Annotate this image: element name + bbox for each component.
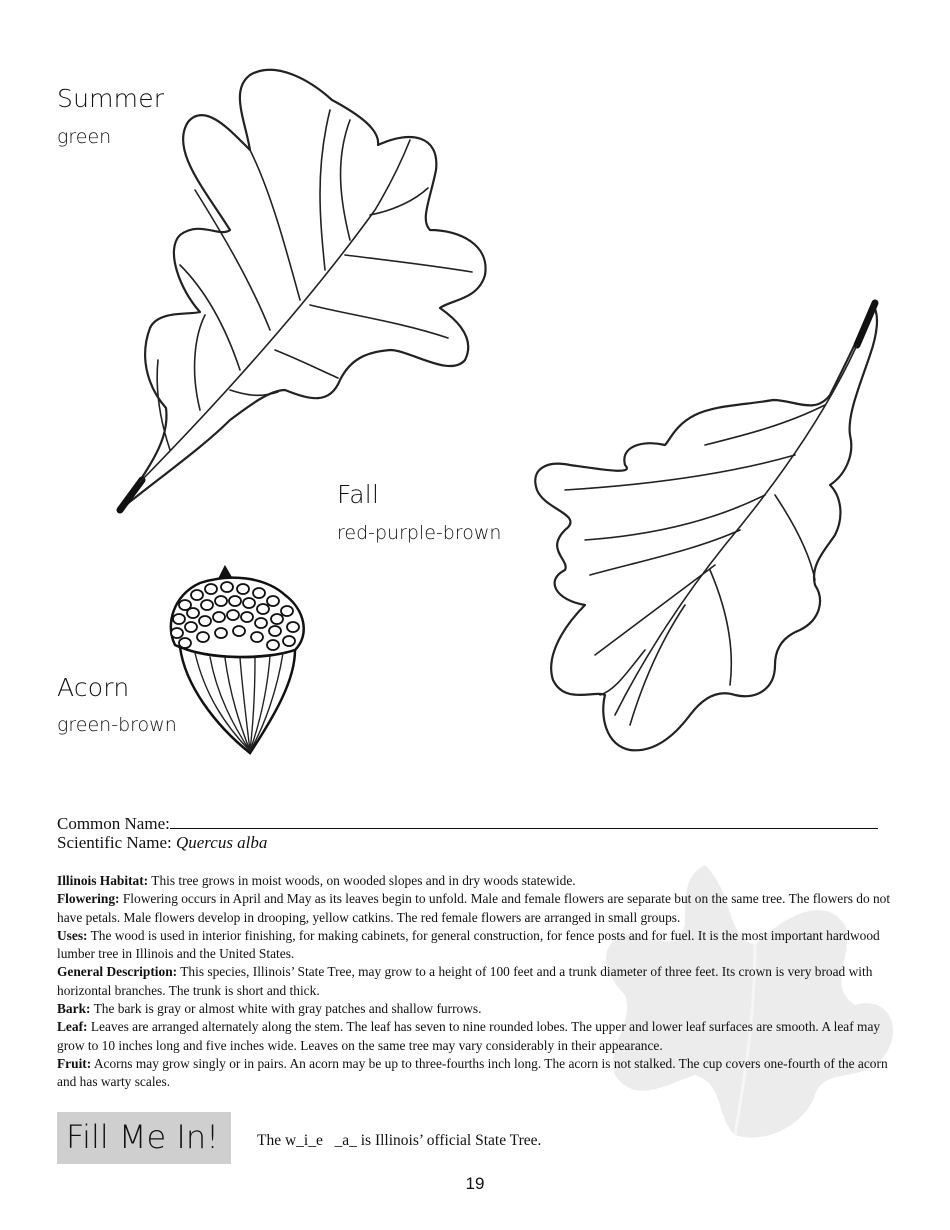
summer-title: Summer [57,84,165,113]
scientific-name-label: Scientific Name: [57,833,172,852]
common-name-blank-line[interactable] [170,814,878,829]
page-number: 19 [465,1174,485,1193]
flowering-paragraph: Flowering: Flowering occurs in April and May as its leaves begin to unfold. Male and female flowers are separate but on the same tree. The flowers do not have petals. Male flowers develop in drooping, yellow catkins. The red female flowers are arranged in small groups. [57,891,891,925]
fall-leaf-illustration [525,295,885,760]
species-names [57,814,878,852]
scientific-name-value: Quercus alba [175,833,268,852]
fruit-paragraph: Fruit: Acorns may grow singly or in pairs. An acorn may be up to three-fourths inch long. The acorn is not stalked. The cup covers one-fourth of the acorn and has warty scales. [57,1055,888,1090]
leaf-paragraph: Leaf: Leaves are arranged alternately along the stem. The leaf has seven to nine rounded lobes. The upper and lower leaf surfaces are smooth. A leaf may grow to 10 inches long and five inches wide. Leaves on the same tree may vary considerably in their appearance. [57,1019,881,1053]
uses-paragraph: Uses: The wood is used in interior finishing, for making cabinets, for general construction, for fence posts and for fuel. It is the most important hardwood lumber tree in Illinois and the United States. [57,927,880,962]
fill-me-in-title: Fill Me In! [66,1118,219,1156]
acorn-illustration [155,565,315,760]
habitat-paragraph: Illinois Habitat: This tree grows in moist woods, on wooded slopes and in dry woods statewide. [57,873,576,888]
species-description [57,872,897,1092]
fill-me-in-badge [57,1112,231,1164]
fall-color: red-purple-brown [337,522,502,544]
fill-me-in-sentence[interactable]: The w_i_e _a_ is Illinois’ official State Tree. [257,1132,542,1149]
general-description-paragraph: General Description: This species, Illinois’ State Tree, may grow to a height of 100 feet and a trunk diameter of three feet. Its crown is very broad with horizontal branches. The trunk is short and thick. [57,964,873,998]
acorn-color: green-brown [57,714,177,736]
bark-paragraph: Bark: The bark is gray or almost white with gray patches and shallow furrows. [57,1001,482,1017]
acorn-title: Acorn [57,673,130,702]
common-name-label: Common Name: [57,814,170,833]
summer-color: green [57,126,112,148]
fall-title: Fall [337,480,380,509]
summer-leaf-illustration [110,60,500,520]
